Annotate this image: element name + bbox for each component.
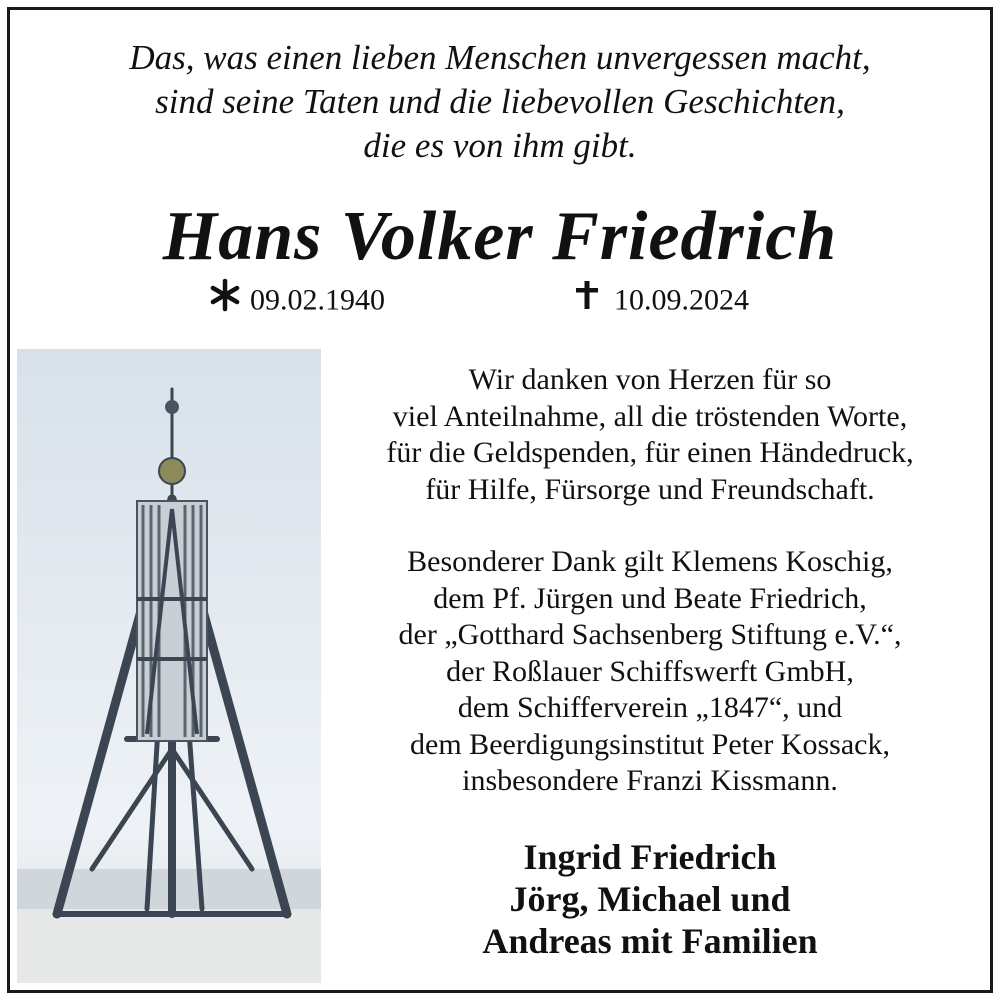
thanks-line: der Roßlauer Schiffswerft GmbH, bbox=[446, 654, 854, 688]
thanks-text bbox=[330, 362, 970, 800]
paragraph-gap bbox=[330, 508, 970, 544]
thanks-line: viel Anteilnahme, all die tröstenden Worte, bbox=[392, 399, 908, 433]
birth-date-group bbox=[208, 278, 385, 323]
thanks-line: für die Geldspenden, für einen Händedruck, bbox=[386, 436, 914, 469]
death-date: 10.09.2024 bbox=[614, 283, 749, 317]
thanks-line: dem Beerdigungsinstitut Peter Kossack, bbox=[410, 727, 890, 761]
quote-line: die es von ihm gibt. bbox=[363, 126, 637, 165]
family-line: Ingrid Friedrich bbox=[523, 837, 777, 877]
quote-line: Das, was einen lieben Menschen unvergessen macht, bbox=[129, 38, 871, 77]
memorial-quote bbox=[0, 36, 1000, 168]
death-date-group bbox=[572, 278, 749, 323]
family-line: Jörg, Michael und bbox=[509, 879, 791, 919]
thanks-line: für Hilfe, Fürsorge und Freundschaft. bbox=[425, 472, 875, 506]
thanks-line: der „Gotthard Sachsenberg Stiftung e.V.“, bbox=[398, 618, 902, 651]
cross-icon bbox=[572, 278, 614, 323]
birth-date: 09.02.1940 bbox=[250, 283, 385, 317]
thanks-line: Wir danken von Herzen für so bbox=[468, 363, 832, 396]
family-line: Andreas mit Familien bbox=[482, 921, 818, 961]
thanks-line: dem Schifferverein „1847“, und bbox=[457, 691, 843, 724]
family-signature bbox=[330, 836, 970, 962]
thanks-line: insbesondere Franzi Kissmann. bbox=[462, 764, 838, 797]
quote-line: sind seine Taten und die liebevollen Geschichten, bbox=[155, 82, 845, 121]
beacon-photo bbox=[17, 349, 321, 983]
deceased-name: Hans Volker Friedrich bbox=[162, 198, 838, 275]
thanks-line: Besonderer Dank gilt Klemens Koschig, bbox=[407, 545, 893, 578]
thanks-line: dem Pf. Jürgen und Beate Friedrich, bbox=[433, 581, 867, 615]
birth-star-icon bbox=[208, 278, 250, 323]
